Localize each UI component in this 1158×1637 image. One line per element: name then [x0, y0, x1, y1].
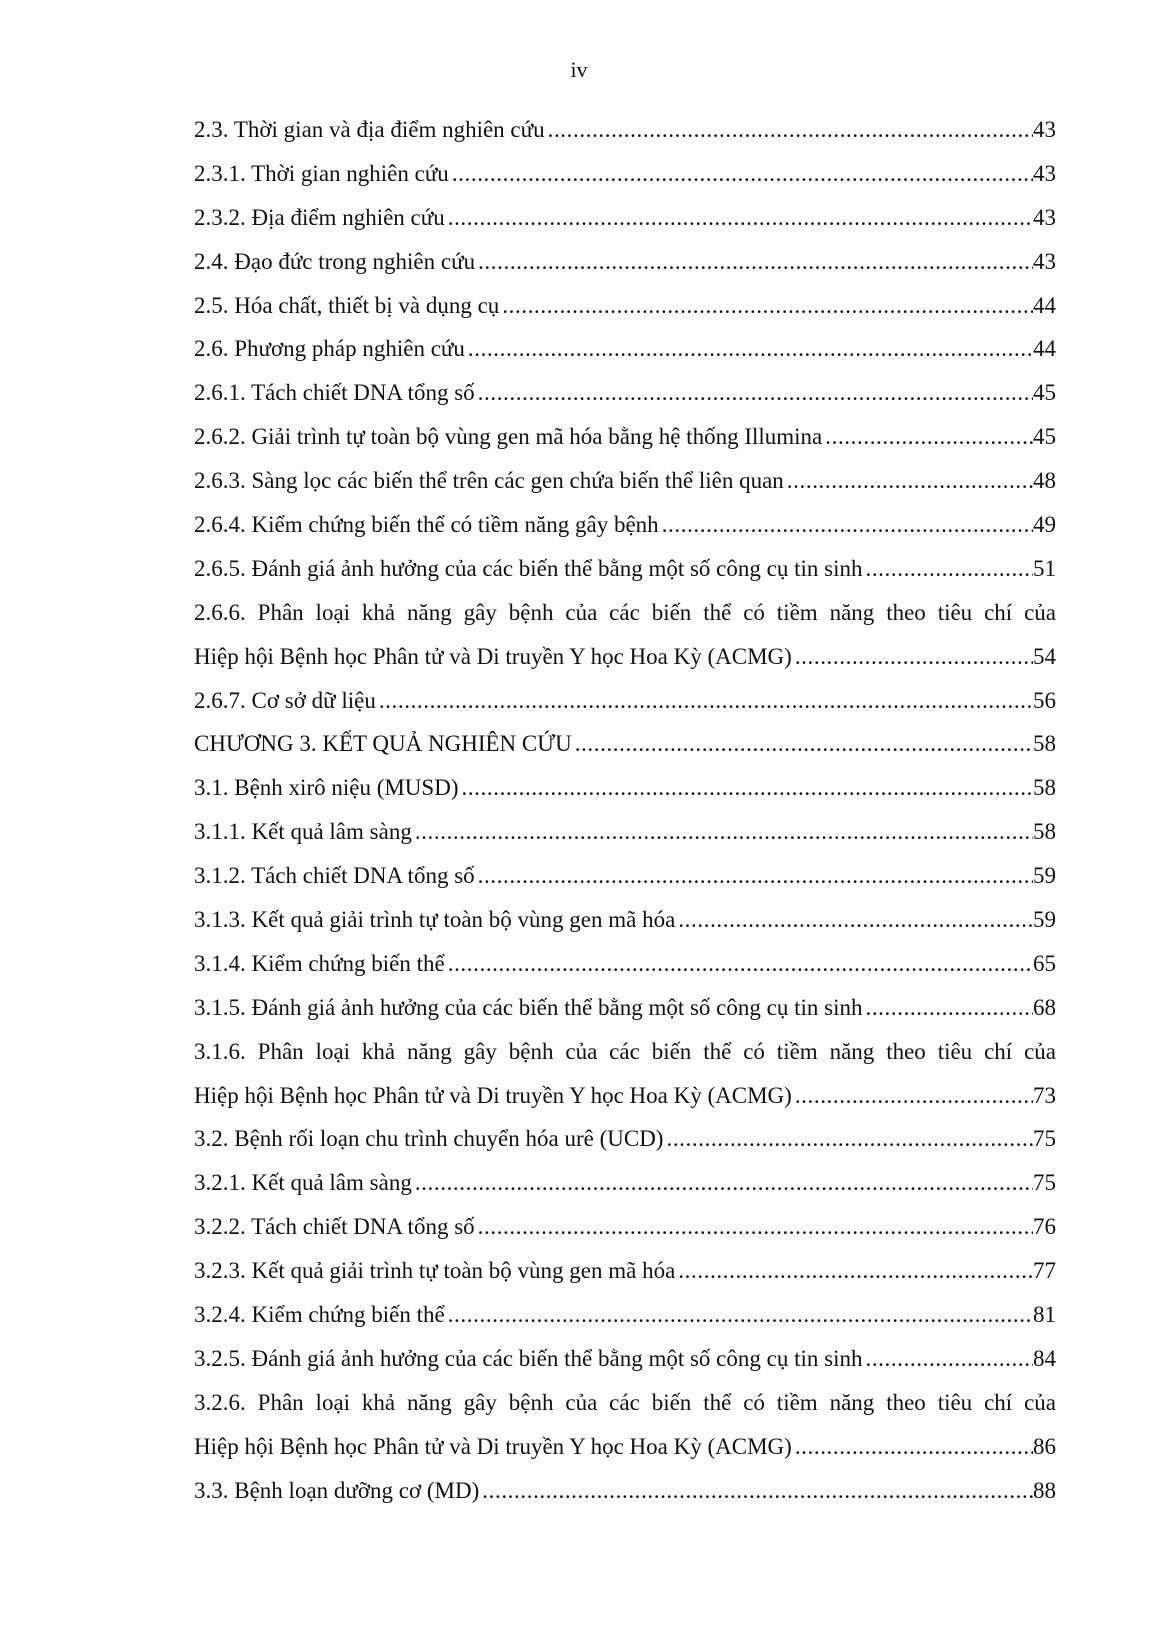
toc-entry-title: 2.6. Phương pháp nghiên cứu: [194, 336, 465, 362]
toc-entry-page: 44: [1033, 336, 1056, 362]
toc-entry-page: 88: [1033, 1477, 1056, 1503]
toc-entry[interactable]: [194, 898, 1056, 942]
toc-entry[interactable]: [194, 1249, 1056, 1293]
toc-entry-title: 3.2.5. Đánh giá ảnh hưởng của các biến thể bằng một số công cụ tin sinh: [194, 1345, 863, 1371]
toc-leader-dots: [659, 510, 1033, 540]
toc-entry-page: 59: [1033, 906, 1056, 932]
toc-entry[interactable]: [194, 1074, 1056, 1118]
toc-entry[interactable]: [194, 459, 1056, 503]
toc-entry-line[interactable]: [194, 1381, 1056, 1425]
toc-leader-dots: [479, 1476, 1033, 1506]
toc-leader-dots: [458, 773, 1033, 803]
toc-entry[interactable]: [194, 1469, 1056, 1513]
table-of-contents: [194, 108, 1056, 1513]
toc-entry[interactable]: [194, 284, 1056, 328]
toc-leader-dots: [572, 729, 1033, 759]
toc-leader-dots: [376, 686, 1033, 716]
toc-entry-page: 75: [1033, 1170, 1056, 1196]
toc-entry-page: 58: [1033, 775, 1056, 801]
toc-entry-title: 2.6.2. Giải trình tự toàn bộ vùng gen mã hóa bằng hệ thống Illumina: [194, 424, 823, 450]
toc-entry-page: 73: [1033, 1082, 1056, 1108]
toc-entry-title: 2.6.7. Cơ sở dữ liệu: [194, 687, 376, 713]
toc-leader-dots: [475, 247, 1033, 277]
toc-entry-page: 84: [1033, 1345, 1056, 1371]
toc-entry-title: 3.1.4. Kiểm chứng biến thể: [194, 950, 445, 976]
toc-entry-page: 49: [1033, 511, 1056, 537]
toc-entry-title: 3.2.2. Tách chiết DNA tổng số: [194, 1214, 475, 1240]
toc-leader-dots: [475, 1212, 1033, 1242]
toc-entry[interactable]: [194, 196, 1056, 240]
toc-leader-dots: [784, 466, 1033, 496]
toc-leader-dots: [792, 642, 1033, 672]
toc-entry[interactable]: [194, 635, 1056, 679]
toc-leader-dots: [445, 1300, 1033, 1330]
toc-entry[interactable]: [194, 1337, 1056, 1381]
toc-entry-title: 2.6.4. Kiểm chứng biến thể có tiềm năng gây bệnh: [194, 511, 659, 537]
toc-entry-page: 45: [1033, 380, 1056, 406]
toc-leader-dots: [499, 291, 1033, 321]
toc-entry-title: 2.3.2. Địa điểm nghiên cứu: [194, 204, 445, 230]
toc-entry-page: 43: [1033, 116, 1056, 142]
toc-entry-title: 3.1.1. Kết quả lâm sàng: [194, 819, 412, 845]
toc-leader-dots: [465, 334, 1033, 364]
toc-entry-title: 3.3. Bệnh loạn dưỡng cơ (MD): [194, 1477, 480, 1503]
toc-entry[interactable]: [194, 371, 1056, 415]
toc-entry-title: 2.6.5. Đánh giá ảnh hưởng của các biến thể bằng một số công cụ tin sinh: [194, 555, 863, 581]
toc-leader-dots: [475, 378, 1033, 408]
toc-entry-page: 81: [1033, 1301, 1056, 1327]
toc-entry-title: 2.5. Hóa chất, thiết bị và dụng cụ: [194, 292, 500, 318]
toc-leader-dots: [445, 949, 1033, 979]
toc-entry-title: 3.1.3. Kết quả giải trình tự toàn bộ vùng gen mã hóa: [194, 906, 676, 932]
toc-entry-page: 43: [1033, 204, 1056, 230]
toc-entry[interactable]: [194, 942, 1056, 986]
toc-entry-title: 3.1.2. Tách chiết DNA tổng số: [194, 863, 475, 889]
toc-entry-page: 43: [1033, 160, 1056, 186]
toc-entry-page: 75: [1033, 1126, 1056, 1152]
toc-entry[interactable]: [194, 415, 1056, 459]
toc-entry-title: 2.3.1. Thời gian nghiên cứu: [194, 160, 449, 186]
toc-entry[interactable]: [194, 722, 1056, 766]
toc-leader-dots: [862, 993, 1033, 1023]
toc-leader-dots: [412, 817, 1033, 847]
toc-entry[interactable]: [194, 766, 1056, 810]
toc-leader-dots: [545, 115, 1033, 145]
toc-entry-page: 86: [1033, 1433, 1056, 1459]
toc-entry-page: 58: [1033, 819, 1056, 845]
toc-entry-title: 3.2.1. Kết quả lâm sàng: [194, 1170, 412, 1196]
toc-entry-title: Hiệp hội Bệnh học Phân tử và Di truyền Y học Hoa Kỳ (ACMG): [194, 1082, 792, 1108]
toc-entry-title-line1: 3.1.6. Phân loại khả năng gây bệnh của các biến thể có tiềm năng theo tiêu chí của: [194, 1038, 1056, 1064]
toc-entry-title: 3.2. Bệnh rối loạn chu trình chuyển hóa urê (UCD): [194, 1126, 664, 1152]
toc-entry-page: 76: [1033, 1214, 1056, 1240]
toc-entry-title: 3.1. Bệnh xirô niệu (MUSD): [194, 775, 459, 801]
toc-entry[interactable]: [194, 1205, 1056, 1249]
toc-entry-title: 2.4. Đạo đức trong nghiên cứu: [194, 248, 476, 274]
toc-entry-title: 2.3. Thời gian và địa điểm nghiên cứu: [194, 116, 545, 142]
toc-leader-dots: [862, 554, 1033, 584]
toc-entry-page: 59: [1033, 863, 1056, 889]
toc-entry[interactable]: [194, 679, 1056, 723]
toc-leader-dots: [862, 1344, 1033, 1374]
toc-leader-dots: [792, 1081, 1033, 1111]
toc-leader-dots: [822, 422, 1033, 452]
toc-entry[interactable]: [194, 1117, 1056, 1161]
toc-entry[interactable]: [194, 810, 1056, 854]
toc-entry-page: 65: [1033, 950, 1056, 976]
toc-leader-dots: [663, 1124, 1033, 1154]
toc-entry[interactable]: [194, 152, 1056, 196]
page-number: iv: [570, 57, 588, 82]
toc-leader-dots: [675, 905, 1033, 935]
toc-entry-title: 3.1.5. Đánh giá ảnh hưởng của các biến thể bằng một số công cụ tin sinh: [194, 994, 863, 1020]
toc-entry-title: CHƯƠNG 3. KẾT QUẢ NGHIÊN CỨU: [194, 731, 572, 757]
toc-entry-page: 51: [1033, 555, 1056, 581]
toc-entry-title-line1: 2.6.6. Phân loại khả năng gây bệnh của các biến thể có tiềm năng theo tiêu chí của: [194, 599, 1056, 625]
toc-leader-dots: [475, 861, 1033, 891]
toc-leader-dots: [449, 159, 1033, 189]
toc-entry-line[interactable]: [194, 1030, 1056, 1074]
toc-entry-page: 48: [1033, 468, 1056, 494]
toc-entry-page: 68: [1033, 994, 1056, 1020]
toc-entry-title: 2.6.3. Sàng lọc các biến thể trên các gen chứa biến thể liên quan: [194, 468, 784, 494]
toc-entry-page: 43: [1033, 248, 1056, 274]
toc-entry[interactable]: [194, 1161, 1056, 1205]
toc-entry-title: Hiệp hội Bệnh học Phân tử và Di truyền Y học Hoa Kỳ (ACMG): [194, 1433, 792, 1459]
toc-entry-page: 44: [1033, 292, 1056, 318]
toc-entry[interactable]: [194, 240, 1056, 284]
toc-entry[interactable]: [194, 986, 1056, 1030]
toc-entry-page: 54: [1033, 643, 1056, 669]
toc-entry-page: 45: [1033, 424, 1056, 450]
toc-entry-page: 58: [1033, 731, 1056, 757]
toc-entry-title: 3.2.3. Kết quả giải trình tự toàn bộ vùng gen mã hóa: [194, 1258, 676, 1284]
toc-entry-title: Hiệp hội Bệnh học Phân tử và Di truyền Y học Hoa Kỳ (ACMG): [194, 643, 792, 669]
toc-entry[interactable]: [194, 1425, 1056, 1469]
toc-entry[interactable]: [194, 547, 1056, 591]
toc-leader-dots: [675, 1256, 1033, 1286]
toc-entry[interactable]: [194, 1293, 1056, 1337]
toc-leader-dots: [445, 203, 1033, 233]
toc-leader-dots: [412, 1168, 1033, 1198]
toc-entry[interactable]: [194, 327, 1056, 371]
toc-entry[interactable]: [194, 503, 1056, 547]
toc-entry-title: 2.6.1. Tách chiết DNA tổng số: [194, 380, 475, 406]
toc-entry[interactable]: [194, 854, 1056, 898]
toc-leader-dots: [792, 1432, 1033, 1462]
toc-entry-title-line1: 3.2.6. Phân loại khả năng gây bệnh của các biến thể có tiềm năng theo tiêu chí của: [194, 1389, 1056, 1415]
toc-entry-page: 77: [1033, 1258, 1056, 1284]
toc-entry[interactable]: [194, 108, 1056, 152]
toc-entry-line[interactable]: [194, 591, 1056, 635]
toc-entry-page: 56: [1033, 687, 1056, 713]
toc-entry-title: 3.2.4. Kiểm chứng biến thể: [194, 1301, 445, 1327]
